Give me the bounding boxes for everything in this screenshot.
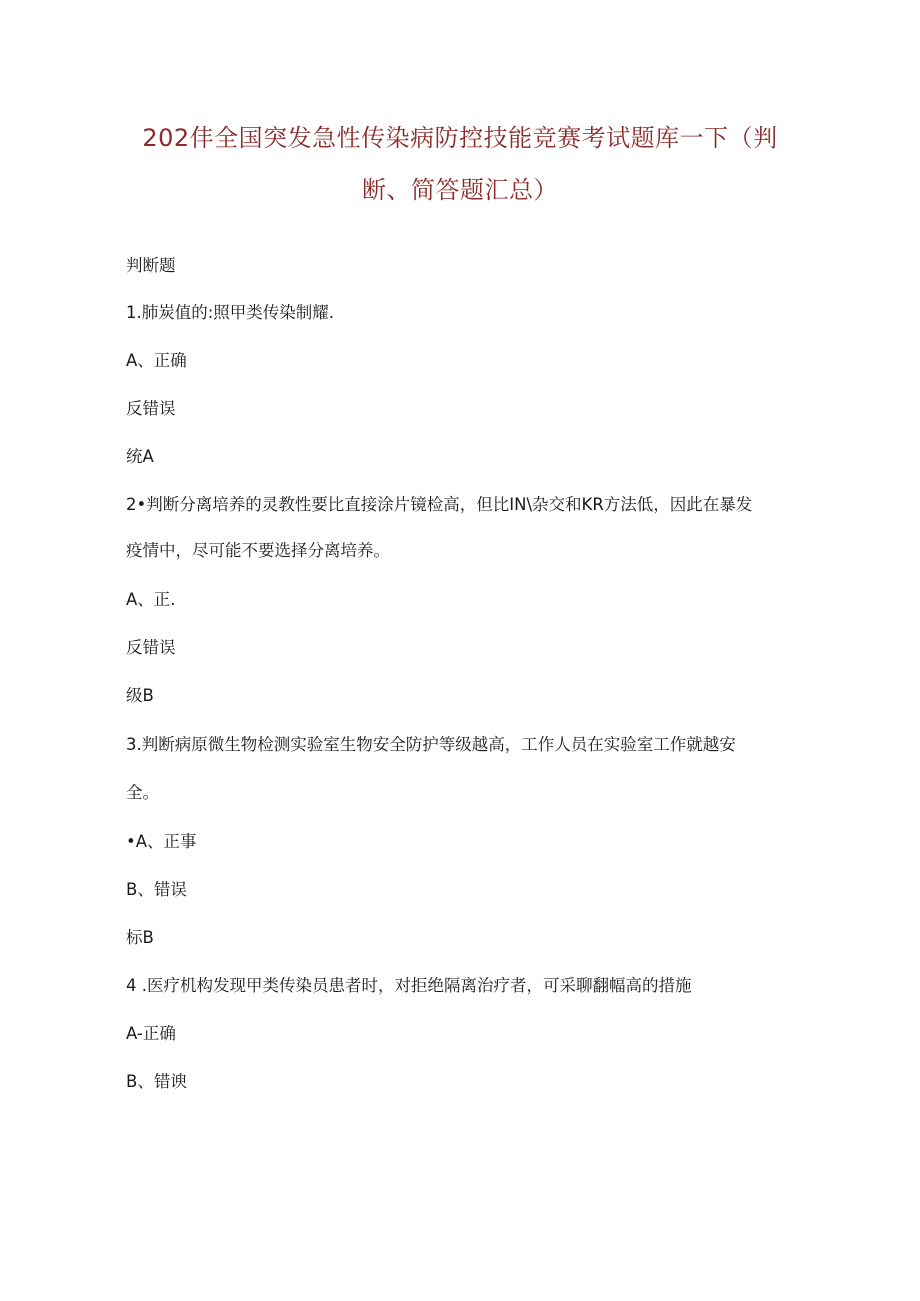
question-3-option-a: •A、正事 xyxy=(126,832,197,851)
document-title-line-1: 202仹全国突发急性传染病防控技能竞赛考试题库一下（判 xyxy=(142,124,778,152)
section-heading: 判断题 xyxy=(126,256,176,275)
question-3-text-line-1: 3.判断病原微生物检测实验室生物安全防护等级越高，工作人员在实验室工作就越安 xyxy=(126,735,736,754)
question-2-text-line-2: 疫情中，尽可能不要选择分离培养。 xyxy=(126,541,390,560)
question-3-text-line-2: 全。 xyxy=(126,783,159,802)
document-title-line-2: 断、简答题汇总） xyxy=(362,176,558,204)
question-2-option-b: 反错误 xyxy=(126,638,176,657)
question-4-text: 4 .医疗机构发现甲类传染员患者时，对拒绝隔离治疗者，可采聊翻幅高的措施 xyxy=(126,976,692,995)
question-1-text: 1.肺炭值的:照甲类传染制耀. xyxy=(126,303,335,322)
question-3-option-b: B、错误 xyxy=(126,880,187,899)
question-1-option-a: A、正确 xyxy=(126,351,187,370)
question-4-option-a: A-正确 xyxy=(126,1024,176,1043)
question-1-answer: 统A xyxy=(126,447,154,466)
question-2-answer: 级B xyxy=(126,686,154,705)
question-2-text-line-1: 2•判断分离培养的灵教性要比直接涂片镜检高，但比IN\杂交和KR方法低，因此在暴发 xyxy=(126,495,753,514)
question-1-option-b: 反错误 xyxy=(126,399,176,418)
question-4-option-b: B、错谀 xyxy=(126,1072,187,1091)
question-2-option-a: A、正. xyxy=(126,590,176,609)
question-3-answer: 标B xyxy=(126,928,154,947)
